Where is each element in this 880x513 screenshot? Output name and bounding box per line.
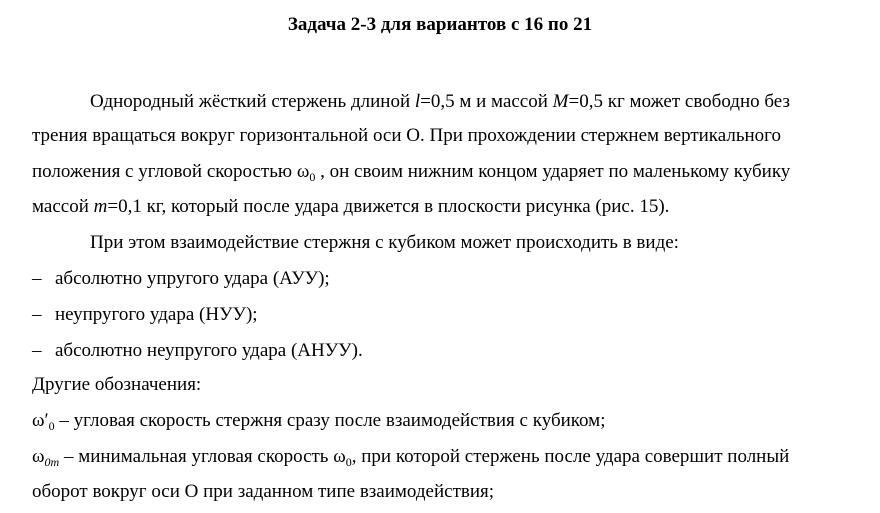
paragraph-1-line-1 [90,92,880,111]
list-item [32,341,852,360]
list-item-text: абсолютно неупругого удара (АНУУ). [55,340,363,361]
subscript: 0 [345,455,352,469]
symbol: ω [32,446,45,467]
definition-omega-0m-line-2: оборот вокруг оси О при заданном типе взаимодействия; [32,481,495,502]
text-fragment: Однородный жёсткий стержень длиной [90,91,415,112]
list-dash: – [32,340,42,361]
list-item-text: абсолютно упругого удара (АУУ); [55,268,330,289]
text-fragment: =0,5 м и массой [420,91,553,112]
symbol: ω′ [32,410,49,431]
definition-text: , при которой стержень после удара совершит полный [351,446,790,467]
subscript: 0m [44,455,60,469]
definition-omega-0m [32,446,852,469]
paragraph-1-line-3 [32,161,852,184]
text-fragment: =0,1 кг, который после удара движется в плоскости рисунка (рис. 15). [107,196,670,217]
definition-text: – минимальная угловая скорость ω [59,446,346,467]
var-m: m [93,196,108,217]
text-fragment: , он своим нижним концом ударяет по маленькому кубику [315,161,791,182]
text-fragment: =0,5 кг может свободно без [568,91,790,112]
var-l: l [414,91,421,112]
paragraph-2: При этом взаимодействие стержня с кубиком может происходить в виде: [90,232,679,253]
subscript: 0 [309,170,316,184]
text-fragment: положения с угловой скоростью ω [32,161,310,182]
var-M: M [552,91,569,112]
list-item-text: неупругого удара (НУУ); [55,304,258,325]
list-item [32,269,852,288]
definition-text: – угловая скорость стержня сразу после взаимодействия с кубиком; [54,410,606,431]
list-dash: – [32,268,42,289]
list-item [32,305,852,324]
task-title: Задача 2-3 для вариантов с 16 по 21 [287,14,593,35]
list-dash: – [32,304,42,325]
text-fragment: массой [32,196,94,217]
paragraph-1-line-4 [32,197,852,216]
subscript: 0 [48,419,55,433]
definition-omega-prime [32,410,852,433]
paragraph-1-line-2: трения вращаться вокруг горизонтальной оси О. При прохождении стержнем вертикального [32,125,781,146]
other-notation-heading: Другие обозначения: [32,374,202,395]
